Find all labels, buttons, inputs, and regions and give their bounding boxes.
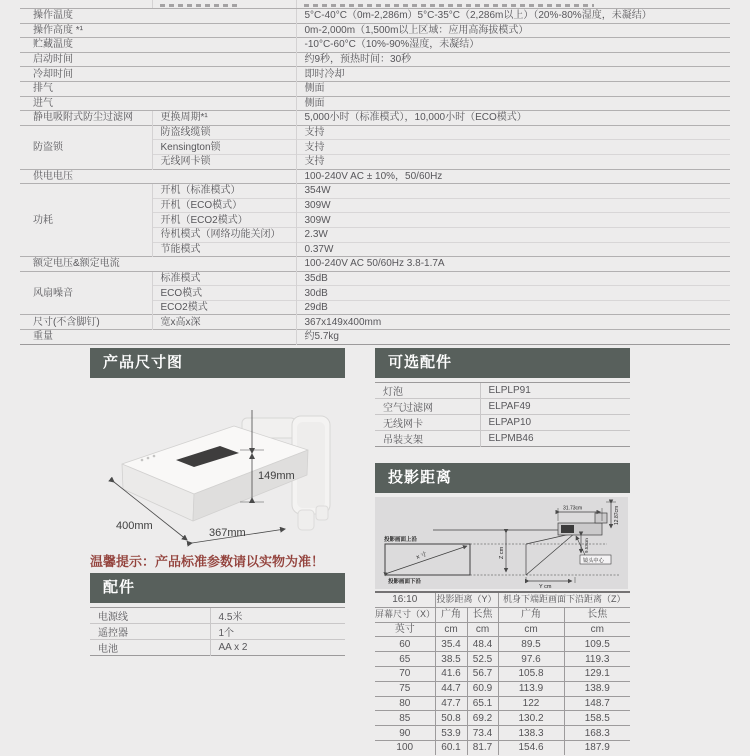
distance-value-cell: 130.2 xyxy=(498,711,564,726)
dimension-149mm-label: 149mm xyxy=(258,470,295,482)
spec-subitem-cell: 防盗线缆锁 xyxy=(152,125,296,140)
spec-row xyxy=(20,184,730,199)
spec-label-cell: 操作高度 *¹ xyxy=(20,23,296,38)
projection-data-row xyxy=(375,740,630,754)
clipped-text-remnant xyxy=(304,4,594,7)
spec-label-cell: 尺寸(不含脚钉) xyxy=(20,315,152,330)
spec-value-cell: 2.3W xyxy=(296,227,730,242)
spec-subitem-cell: 更换周期*¹ xyxy=(152,111,296,126)
distance-value-cell: 122 xyxy=(498,696,564,711)
spec-subitem-cell: 开机（ECO2模式） xyxy=(152,213,296,228)
table-row xyxy=(90,640,345,656)
spec-value-cell: 354W xyxy=(296,184,730,199)
distance-value-cell: 44.7 xyxy=(435,681,467,696)
table-row xyxy=(90,608,345,624)
wide-angle-header: 广角 xyxy=(435,607,467,622)
spec-subitem-cell: 标准模式 xyxy=(152,271,296,286)
spec-value-cell: 侧面 xyxy=(296,81,730,96)
spec-label-cell: 功耗 xyxy=(20,184,152,257)
spec-label-cell: 防盗锁 xyxy=(20,125,152,169)
lens-center-label: 镜头中心 xyxy=(583,557,604,564)
wide-angle-header: 广角 xyxy=(498,607,564,622)
spec-row xyxy=(20,330,730,345)
table-row xyxy=(375,399,630,415)
distance-value-cell: 154.6 xyxy=(498,740,564,754)
distance-value-cell: 73.4 xyxy=(467,726,498,741)
lens-dimension-label: 9.53cm xyxy=(584,538,589,553)
distance-value-cell: 119.3 xyxy=(564,652,630,667)
spec-value-cell: 100-240V AC 50/60Hz 3.8-1.7A xyxy=(296,257,730,272)
screen-size-cell: 90 xyxy=(375,726,435,741)
distance-value-cell: 187.9 xyxy=(564,740,630,754)
offset-distance-header: 机身下端距画面下沿距离（Z） xyxy=(498,592,630,607)
spec-label-cell: 风扇噪音 xyxy=(20,271,152,315)
accessory-model-cell: ELPLP91 xyxy=(480,383,630,399)
spec-value-cell: 约5.7kg xyxy=(296,330,730,345)
projection-data-row xyxy=(375,666,630,681)
column-divider xyxy=(296,0,297,8)
distance-value-cell: 65.1 xyxy=(467,696,498,711)
spec-row xyxy=(20,23,730,38)
spec-subitem-cell: 宽x高x深 xyxy=(152,315,296,330)
spec-label-cell: 供电电压 xyxy=(20,169,296,184)
projection-distance-header: 投影距离（Y） xyxy=(435,592,498,607)
accessory-qty-cell: AA x 2 xyxy=(210,640,345,656)
distance-value-cell: 48.4 xyxy=(467,637,498,652)
spec-value-cell: 5°C-40°C（0m-2,286m）5°C-35°C（2,286m以上）（20%-80%湿度，未凝结） xyxy=(296,9,730,23)
specification-table xyxy=(20,9,730,345)
projection-unit-row xyxy=(375,622,630,637)
telephoto-header: 长焦 xyxy=(564,607,630,622)
distance-value-cell: 60.1 xyxy=(435,740,467,754)
spec-label-cell: 启动时间 xyxy=(20,52,296,67)
spec-value-cell: 约9秒，预热时间：30秒 xyxy=(296,52,730,67)
table-row xyxy=(375,383,630,399)
accessory-name-cell: 吊装支架 xyxy=(375,431,480,447)
clipped-text-remnant xyxy=(160,4,238,7)
projection-data-row xyxy=(375,696,630,711)
spec-subitem-cell: 节能模式 xyxy=(152,242,296,257)
spec-value-cell: 29dB xyxy=(296,300,730,315)
spec-label-cell: 操作温度 xyxy=(33,10,73,22)
accessory-model-cell: ELPMB46 xyxy=(480,431,630,447)
distance-value-cell: 53.9 xyxy=(435,726,467,741)
distance-value-cell: 35.4 xyxy=(435,637,467,652)
distance-value-cell: 158.5 xyxy=(564,711,630,726)
projection-distance-diagram xyxy=(375,497,628,589)
spec-value-cell: 100-240V AC ± 10%，50/60Hz xyxy=(296,169,730,184)
accessory-model-cell: ELPAF49 xyxy=(480,399,630,415)
section-title-projection-distance: 投影距离 xyxy=(375,463,630,493)
spec-row xyxy=(20,81,730,96)
screen-diagonal-label: x 寸 xyxy=(415,551,428,561)
screen-size-cell: 70 xyxy=(375,666,435,681)
telephoto-header: 长焦 xyxy=(467,607,498,622)
spec-label-cell: 冷却时间 xyxy=(20,67,296,82)
projection-data-row xyxy=(375,681,630,696)
screen-size-cell: 100 xyxy=(375,740,435,754)
projection-distance-table xyxy=(375,591,630,755)
accessory-qty-cell: 1个 xyxy=(210,624,345,640)
right-dimension-label: 12.87cm xyxy=(614,505,620,525)
spec-value-cell: 35dB xyxy=(296,271,730,286)
spec-label-cell: 贮藏温度 xyxy=(20,38,296,53)
spec-value-cell: 即时冷却 xyxy=(296,67,730,82)
distance-value-cell: 97.6 xyxy=(498,652,564,667)
screen-bottom-label: 投影画面下沿 xyxy=(388,579,422,585)
accessory-name-cell: 灯泡 xyxy=(375,383,480,399)
distance-value-cell: 38.5 xyxy=(435,652,467,667)
distance-value-cell: 69.2 xyxy=(467,711,498,726)
accessory-name-cell: 空气过滤网 xyxy=(375,399,480,415)
accessory-name-cell: 无线网卡 xyxy=(375,415,480,431)
spec-value-cell: 5,000小时（标准模式），10,000小时（ECO模式） xyxy=(296,111,730,126)
spec-value-cell: 支持 xyxy=(296,125,730,140)
product-dimension-figure xyxy=(92,410,347,550)
screen-size-header: 屏幕尺寸（X） xyxy=(375,607,435,622)
spec-value-cell: 侧面 xyxy=(296,96,730,111)
unit-inch-cell: 英寸 xyxy=(375,622,435,637)
spec-label-cell: 进气 xyxy=(20,96,296,111)
accessory-name-cell: 电源线 xyxy=(90,608,210,624)
projection-header-row xyxy=(375,592,630,607)
distance-value-cell: 47.7 xyxy=(435,696,467,711)
spec-row xyxy=(20,315,730,330)
unit-cm-cell: cm xyxy=(564,622,630,637)
distance-value-cell: 52.5 xyxy=(467,652,498,667)
dimension-367mm-label: 367mm xyxy=(209,527,246,539)
spec-value-cell: 支持 xyxy=(296,154,730,169)
column-divider xyxy=(152,0,153,8)
table-row xyxy=(90,624,345,640)
accessory-name-cell: 遥控器 xyxy=(90,624,210,640)
screen-size-cell: 75 xyxy=(375,681,435,696)
spec-subitem-cell: 开机（标准模式） xyxy=(152,184,296,199)
accessory-qty-cell: 4.5米 xyxy=(210,608,345,624)
spec-value-cell: 0.37W xyxy=(296,242,730,257)
unit-cm-cell: cm xyxy=(435,622,467,637)
top-dimension-label: 31.73cm xyxy=(563,505,583,512)
projection-header-row xyxy=(375,607,630,622)
spec-label-cell: 重量 xyxy=(20,330,296,345)
projector-illustration xyxy=(92,410,347,550)
spec-subitem-cell: Kensington锁 xyxy=(152,140,296,155)
spec-label-cell: 额定电压&额定电流 xyxy=(20,257,296,272)
spec-value-cell: 309W xyxy=(296,198,730,213)
spec-value-cell: -10°C-60°C（10%-90%湿度，未凝结） xyxy=(296,38,730,53)
screen-top-label: 投影画面上沿 xyxy=(384,537,418,543)
spec-value-cell: 367x149x400mm xyxy=(296,315,730,330)
distance-value-cell: 50.8 xyxy=(435,711,467,726)
distance-value-cell: 41.6 xyxy=(435,666,467,681)
spec-row xyxy=(20,125,730,140)
distance-value-cell: 56.7 xyxy=(467,666,498,681)
distance-value-cell: 138.9 xyxy=(564,681,630,696)
spec-row xyxy=(20,96,730,111)
screen-size-cell: 85 xyxy=(375,711,435,726)
spec-subitem-cell: 无线网卡锁 xyxy=(152,154,296,169)
dimension-400mm-label: 400mm xyxy=(116,520,153,532)
optional-accessories-table xyxy=(375,382,630,447)
screen-size-cell: 80 xyxy=(375,696,435,711)
distance-value-cell: 109.5 xyxy=(564,637,630,652)
unit-cm-cell: cm xyxy=(498,622,564,637)
projection-data-row xyxy=(375,711,630,726)
section-title-optional-accessories: 可选配件 xyxy=(375,348,630,378)
spec-row xyxy=(20,67,730,82)
clipped-table-row xyxy=(20,0,730,9)
spec-row xyxy=(20,9,730,23)
distance-value-cell: 60.9 xyxy=(467,681,498,696)
spec-subitem-cell: ECO模式 xyxy=(152,286,296,301)
screen-size-cell: 60 xyxy=(375,637,435,652)
spec-subitem-cell: 开机（ECO模式） xyxy=(152,198,296,213)
table-row xyxy=(375,431,630,447)
spec-row xyxy=(20,111,730,126)
z-dimension-label: Z cm xyxy=(499,546,505,559)
table-row xyxy=(375,415,630,431)
screen-size-cell: 65 xyxy=(375,652,435,667)
projection-data-row xyxy=(375,726,630,741)
distance-value-cell: 89.5 xyxy=(498,637,564,652)
spec-row xyxy=(20,169,730,184)
distance-value-cell: 81.7 xyxy=(467,740,498,754)
spec-subitem-cell: ECO2模式 xyxy=(152,300,296,315)
y-dimension-label: Y cm xyxy=(539,584,552,589)
aspect-ratio-cell: 16:10 xyxy=(375,592,435,607)
unit-cm-cell: cm xyxy=(467,622,498,637)
spec-row xyxy=(20,271,730,286)
spec-value-cell: 支持 xyxy=(296,140,730,155)
distance-value-cell: 168.3 xyxy=(564,726,630,741)
spec-subitem-cell: 待机模式（网络功能关闭） xyxy=(152,227,296,242)
projection-data-row xyxy=(375,652,630,667)
section-title-product-size: 产品尺寸图 xyxy=(90,348,345,378)
spec-label-cell: 排气 xyxy=(20,81,296,96)
accessory-model-cell: ELPAP10 xyxy=(480,415,630,431)
reminder-tip: 温馨提示：产品标准参数请以实物为准！ xyxy=(90,554,325,569)
section-title-accessories: 配件 xyxy=(90,573,345,603)
projection-data-row xyxy=(375,637,630,652)
distance-value-cell: 105.8 xyxy=(498,666,564,681)
spec-row xyxy=(20,257,730,272)
distance-value-cell: 138.3 xyxy=(498,726,564,741)
spec-value-cell: 0m-2,000m（1,500m以上区域：应用高海拔模式） xyxy=(296,23,730,38)
spec-row xyxy=(20,52,730,67)
spec-value-cell: 30dB xyxy=(296,286,730,301)
distance-value-cell: 113.9 xyxy=(498,681,564,696)
accessory-name-cell: 电池 xyxy=(90,640,210,656)
spec-value-cell: 309W xyxy=(296,213,730,228)
distance-value-cell: 148.7 xyxy=(564,696,630,711)
spec-label-cell: 静电吸附式防尘过滤网 xyxy=(20,111,152,126)
spec-row xyxy=(20,38,730,53)
accessories-table xyxy=(90,607,345,656)
distance-value-cell: 129.1 xyxy=(564,666,630,681)
